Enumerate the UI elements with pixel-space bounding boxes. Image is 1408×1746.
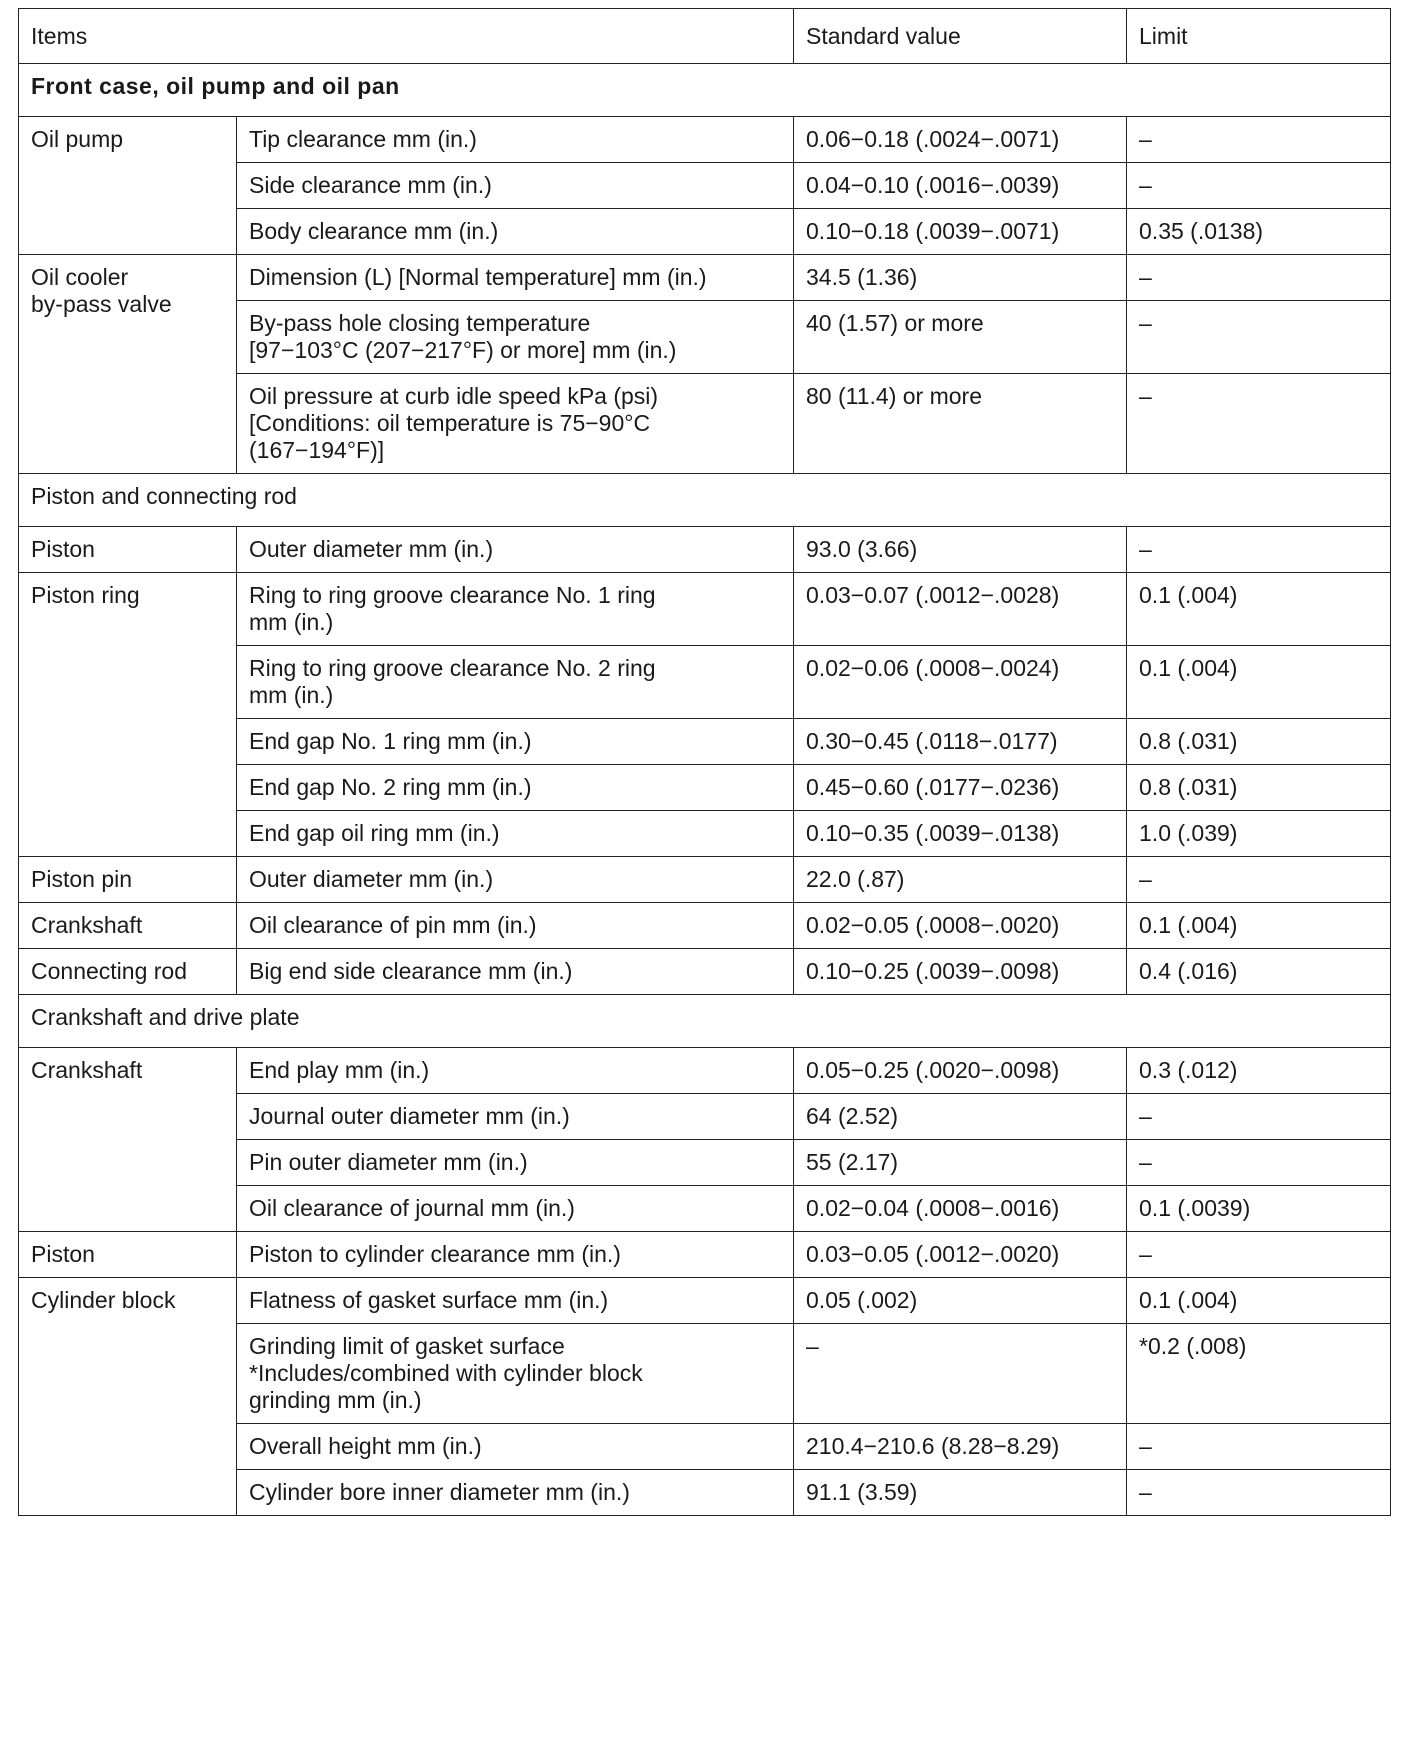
item-description: End play mm (in.)	[237, 1048, 794, 1094]
table-row	[19, 1232, 1391, 1278]
item-description: Tip clearance mm (in.)	[237, 117, 794, 163]
limit-value: –	[1127, 527, 1391, 573]
limit-value: 0.35 (.0138)	[1127, 209, 1391, 255]
item-description: Outer diameter mm (in.)	[237, 527, 794, 573]
header-items: Items	[19, 9, 794, 64]
standard-value: 80 (11.4) or more	[794, 374, 1127, 474]
limit-value: 1.0 (.039)	[1127, 811, 1391, 857]
standard-value: 210.4−210.6 (8.28−8.29)	[794, 1424, 1127, 1470]
part-name: Piston pin	[19, 857, 237, 903]
standard-value: 64 (2.52)	[794, 1094, 1127, 1140]
limit-value: 0.3 (.012)	[1127, 1048, 1391, 1094]
item-description: Piston to cylinder clearance mm (in.)	[237, 1232, 794, 1278]
part-name: Oil cooler by-pass valve	[19, 255, 237, 474]
standard-value: 55 (2.17)	[794, 1140, 1127, 1186]
standard-value: 0.06−0.18 (.0024−.0071)	[794, 117, 1127, 163]
limit-value: –	[1127, 374, 1391, 474]
item-description: Pin outer diameter mm (in.)	[237, 1140, 794, 1186]
item-description: Cylinder bore inner diameter mm (in.)	[237, 1470, 794, 1516]
standard-value: 0.03−0.07 (.0012−.0028)	[794, 573, 1127, 646]
limit-value: –	[1127, 163, 1391, 209]
item-description: Ring to ring groove clearance No. 2 ring mm (in.)	[237, 646, 794, 719]
limit-value: –	[1127, 301, 1391, 374]
limit-value: *0.2 (.008)	[1127, 1324, 1391, 1424]
part-name: Oil pump	[19, 117, 237, 255]
item-description: Overall height mm (in.)	[237, 1424, 794, 1470]
header-standard-value: Standard value	[794, 9, 1127, 64]
header-limit: Limit	[1127, 9, 1391, 64]
standard-value: 0.30−0.45 (.0118−.0177)	[794, 719, 1127, 765]
standard-value: 0.10−0.25 (.0039−.0098)	[794, 949, 1127, 995]
standard-value: 0.05−0.25 (.0020−.0098)	[794, 1048, 1127, 1094]
standard-value: 0.02−0.04 (.0008−.0016)	[794, 1186, 1127, 1232]
section-row	[19, 64, 1391, 117]
part-name: Connecting rod	[19, 949, 237, 995]
item-description: Flatness of gasket surface mm (in.)	[237, 1278, 794, 1324]
part-name: Crankshaft	[19, 903, 237, 949]
standard-value: 0.03−0.05 (.0012−.0020)	[794, 1232, 1127, 1278]
spec-table-body	[19, 9, 1391, 1516]
standard-value: 0.04−0.10 (.0016−.0039)	[794, 163, 1127, 209]
limit-value: 0.1 (.004)	[1127, 646, 1391, 719]
spec-page	[18, 8, 1390, 1516]
table-row	[19, 1278, 1391, 1324]
limit-value: –	[1127, 1470, 1391, 1516]
limit-value: –	[1127, 117, 1391, 163]
table-row	[19, 949, 1391, 995]
item-description: Oil pressure at curb idle speed kPa (psi) [Conditions: oil temperature is 75−90°C (167−194°F)]	[237, 374, 794, 474]
item-description: Grinding limit of gasket surface *Includes/combined with cylinder block grinding mm (in.)	[237, 1324, 794, 1424]
limit-value: –	[1127, 1140, 1391, 1186]
part-name: Piston	[19, 527, 237, 573]
item-description: By-pass hole closing temperature [97−103°C (207−217°F) or more] mm (in.)	[237, 301, 794, 374]
part-name: Cylinder block	[19, 1278, 237, 1516]
standard-value: 0.10−0.18 (.0039−.0071)	[794, 209, 1127, 255]
limit-value: –	[1127, 1232, 1391, 1278]
limit-value: –	[1127, 857, 1391, 903]
item-description: Outer diameter mm (in.)	[237, 857, 794, 903]
table-row	[19, 573, 1391, 646]
service-spec-table	[18, 8, 1391, 1516]
limit-value: 0.1 (.0039)	[1127, 1186, 1391, 1232]
standard-value: –	[794, 1324, 1127, 1424]
item-description: Oil clearance of pin mm (in.)	[237, 903, 794, 949]
section-title: Front case, oil pump and oil pan	[19, 64, 1391, 117]
part-name: Piston ring	[19, 573, 237, 857]
part-name: Piston	[19, 1232, 237, 1278]
standard-value: 91.1 (3.59)	[794, 1470, 1127, 1516]
item-description: End gap No. 1 ring mm (in.)	[237, 719, 794, 765]
limit-value: –	[1127, 255, 1391, 301]
item-description: Oil clearance of journal mm (in.)	[237, 1186, 794, 1232]
item-description: Big end side clearance mm (in.)	[237, 949, 794, 995]
standard-value: 0.02−0.06 (.0008−.0024)	[794, 646, 1127, 719]
item-description: Dimension (L) [Normal temperature] mm (in.)	[237, 255, 794, 301]
header-row	[19, 9, 1391, 64]
item-description: Side clearance mm (in.)	[237, 163, 794, 209]
standard-value: 0.45−0.60 (.0177−.0236)	[794, 765, 1127, 811]
limit-value: 0.8 (.031)	[1127, 719, 1391, 765]
limit-value: 0.1 (.004)	[1127, 573, 1391, 646]
item-description: End gap oil ring mm (in.)	[237, 811, 794, 857]
table-row	[19, 1048, 1391, 1094]
standard-value: 0.05 (.002)	[794, 1278, 1127, 1324]
limit-value: 0.1 (.004)	[1127, 1278, 1391, 1324]
limit-value: 0.8 (.031)	[1127, 765, 1391, 811]
standard-value: 0.02−0.05 (.0008−.0020)	[794, 903, 1127, 949]
standard-value: 93.0 (3.66)	[794, 527, 1127, 573]
section-row	[19, 995, 1391, 1048]
section-row	[19, 474, 1391, 527]
standard-value: 34.5 (1.36)	[794, 255, 1127, 301]
standard-value: 0.10−0.35 (.0039−.0138)	[794, 811, 1127, 857]
item-description: Journal outer diameter mm (in.)	[237, 1094, 794, 1140]
table-row	[19, 527, 1391, 573]
item-description: Body clearance mm (in.)	[237, 209, 794, 255]
item-description: End gap No. 2 ring mm (in.)	[237, 765, 794, 811]
limit-value: 0.1 (.004)	[1127, 903, 1391, 949]
limit-value: –	[1127, 1094, 1391, 1140]
section-title: Piston and connecting rod	[19, 474, 1391, 527]
limit-value: 0.4 (.016)	[1127, 949, 1391, 995]
standard-value: 40 (1.57) or more	[794, 301, 1127, 374]
table-row	[19, 903, 1391, 949]
section-title: Crankshaft and drive plate	[19, 995, 1391, 1048]
table-row	[19, 117, 1391, 163]
part-name: Crankshaft	[19, 1048, 237, 1232]
table-row	[19, 857, 1391, 903]
limit-value: –	[1127, 1424, 1391, 1470]
table-row	[19, 255, 1391, 301]
standard-value: 22.0 (.87)	[794, 857, 1127, 903]
item-description: Ring to ring groove clearance No. 1 ring mm (in.)	[237, 573, 794, 646]
